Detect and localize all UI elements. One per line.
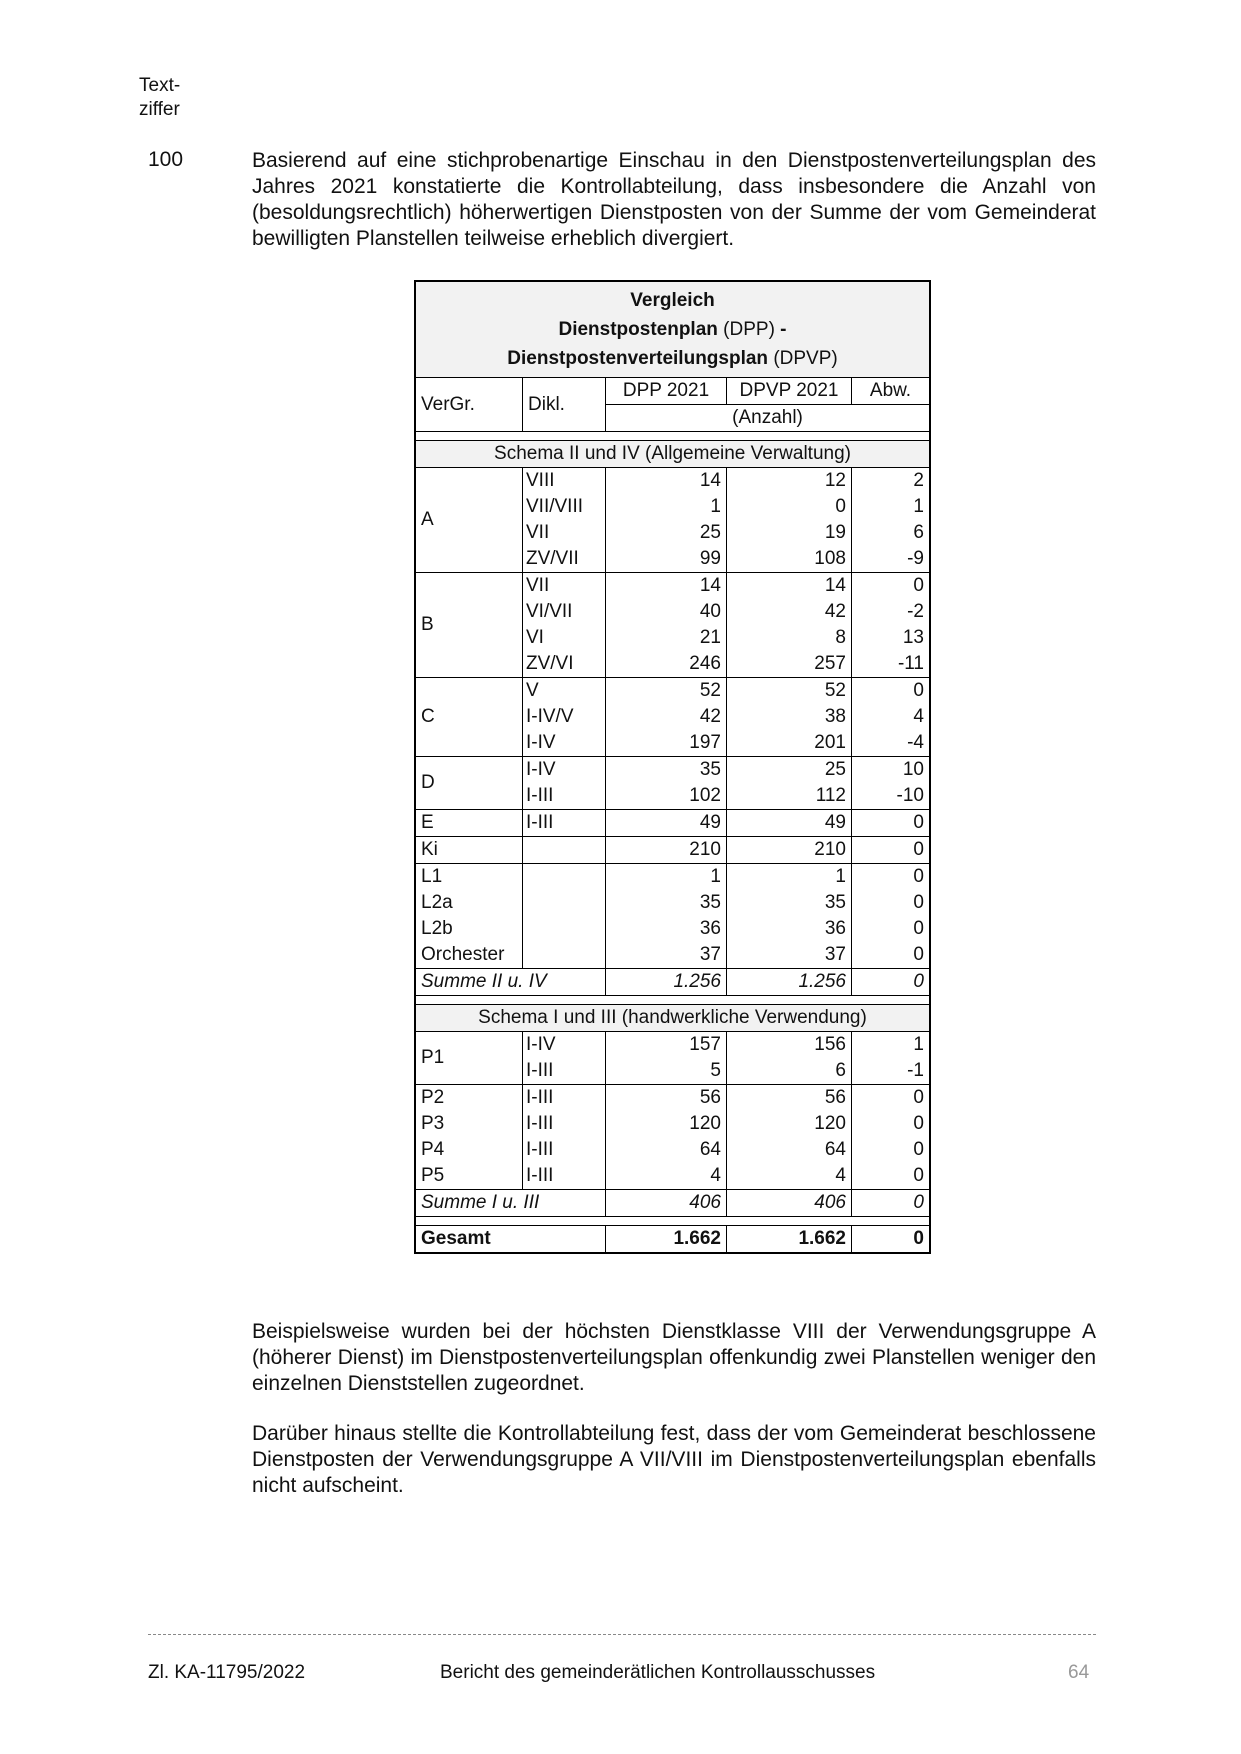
subtotal-row: Summe II u. IV 1.256 1.256 0 [415,969,930,996]
table-row: Ki 210 210 0 [415,837,930,864]
margin-label-line-2: ziffer [139,99,180,120]
table-row: I-IV 197 201 -4 [415,730,930,757]
margin-label [139,74,180,122]
subtotal-row: Summe I u. III 406 406 0 [415,1190,930,1217]
column-header-dpvp: DPVP 2021 [727,378,852,405]
page-number: 64 [1068,1662,1090,1683]
column-header-abw: Abw. [852,378,931,405]
group-label: P1 [415,1032,523,1085]
table-row: VI 21 8 13 [415,625,930,651]
margin-label-line-1: Text- [139,75,181,96]
table-row: P1 I-IV 157 156 1 [415,1032,930,1059]
group-label: B [415,573,523,678]
table-row: ZV/VI 246 257 -11 [415,651,930,678]
table-row: L2b 36 36 0 [415,916,930,942]
table-row: L2a 35 35 0 [415,890,930,916]
table-row: A VIII 14 12 2 [415,468,930,495]
table-row: P5 I-III 4 4 0 [415,1163,930,1190]
table-row: B VII 14 14 0 [415,573,930,600]
comparison-table [414,280,931,1254]
table-title-line-1: Vergleich [630,290,715,311]
table-row: P3 I-III 120 120 0 [415,1111,930,1137]
table-row: C V 52 52 0 [415,678,930,705]
footer-title: Bericht des gemeinderätlichen Kontrollausschusses [440,1662,876,1683]
text-number: 100 [148,148,184,171]
table-title [415,281,930,378]
total-row: Gesamt 1.662 1.662 0 [415,1226,930,1254]
group-label: A [415,468,523,573]
paragraph-finding: Darüber hinaus stellte die Kontrollabteilung fest, dass der vom Gemeinderat beschlossene Dienstposten der Verwendungsgruppe A VII/VIII im Dienstpostenverteilungsplan ebenfalls nicht aufscheint. [252,1422,1096,1497]
table-title-line-3: Dienstpostenverteilungsplan (DPVP) [507,348,838,369]
table-row: VI/VII 40 42 -2 [415,599,930,625]
column-header-vergr: VerGr. [415,378,523,432]
group-label: C [415,678,523,757]
column-header-unit: (Anzahl) [606,405,931,432]
table-row: Orchester 37 37 0 [415,942,930,969]
table-row: D I-IV 35 25 10 [415,757,930,784]
table-row: P4 I-III 64 64 0 [415,1137,930,1163]
table-row: VII 25 19 6 [415,520,930,546]
table-row: ZV/VII 99 108 -9 [415,546,930,573]
schema-heading-2: Schema I und III (handwerkliche Verwendung) [415,1005,930,1032]
column-header-dikl: Dikl. [523,378,606,432]
paragraph-example: Beispielsweise wurden bei der höchsten Dienstklasse VIII der Verwendungsgruppe A (höherer Dienst) im Dienstpostenverteilungsplan offenkundig zwei Planstellen weniger den einzelnen Dienststellen zugeordnet. [252,1320,1096,1395]
table-row: L1 1 1 0 [415,864,930,891]
footer-divider [148,1634,1096,1635]
table-row: VII/VIII 1 0 1 [415,494,930,520]
table-title-line-2: Dienstpostenplan (DPP) - [558,319,787,340]
footer-reference: Zl. KA-11795/2022 [148,1662,306,1683]
group-label: D [415,757,523,810]
table-row: P2 I-III 56 56 0 [415,1085,930,1112]
table-row: E I-III 49 49 0 [415,810,930,837]
column-header-dpp: DPP 2021 [606,378,727,405]
paragraph-intro: Basierend auf eine stichprobenartige Einschau in den Dienstpostenverteilungsplan des Jahres 2021 konstatierte die Kontrollabteilung, dass insbesondere die Anzahl von (besoldungsrechtlich) höherwertigen Dienstposten von der Summe der vom Gemeinderat bewilligten Planstellen teilweise erheblich divergiert. [252,149,1096,250]
schema-heading-1: Schema II und IV (Allgemeine Verwaltung) [415,441,930,468]
table-row: I-III 102 112 -10 [415,783,930,810]
table-row: I-IV/V 42 38 4 [415,704,930,730]
table-row: I-III 5 6 -1 [415,1058,930,1085]
